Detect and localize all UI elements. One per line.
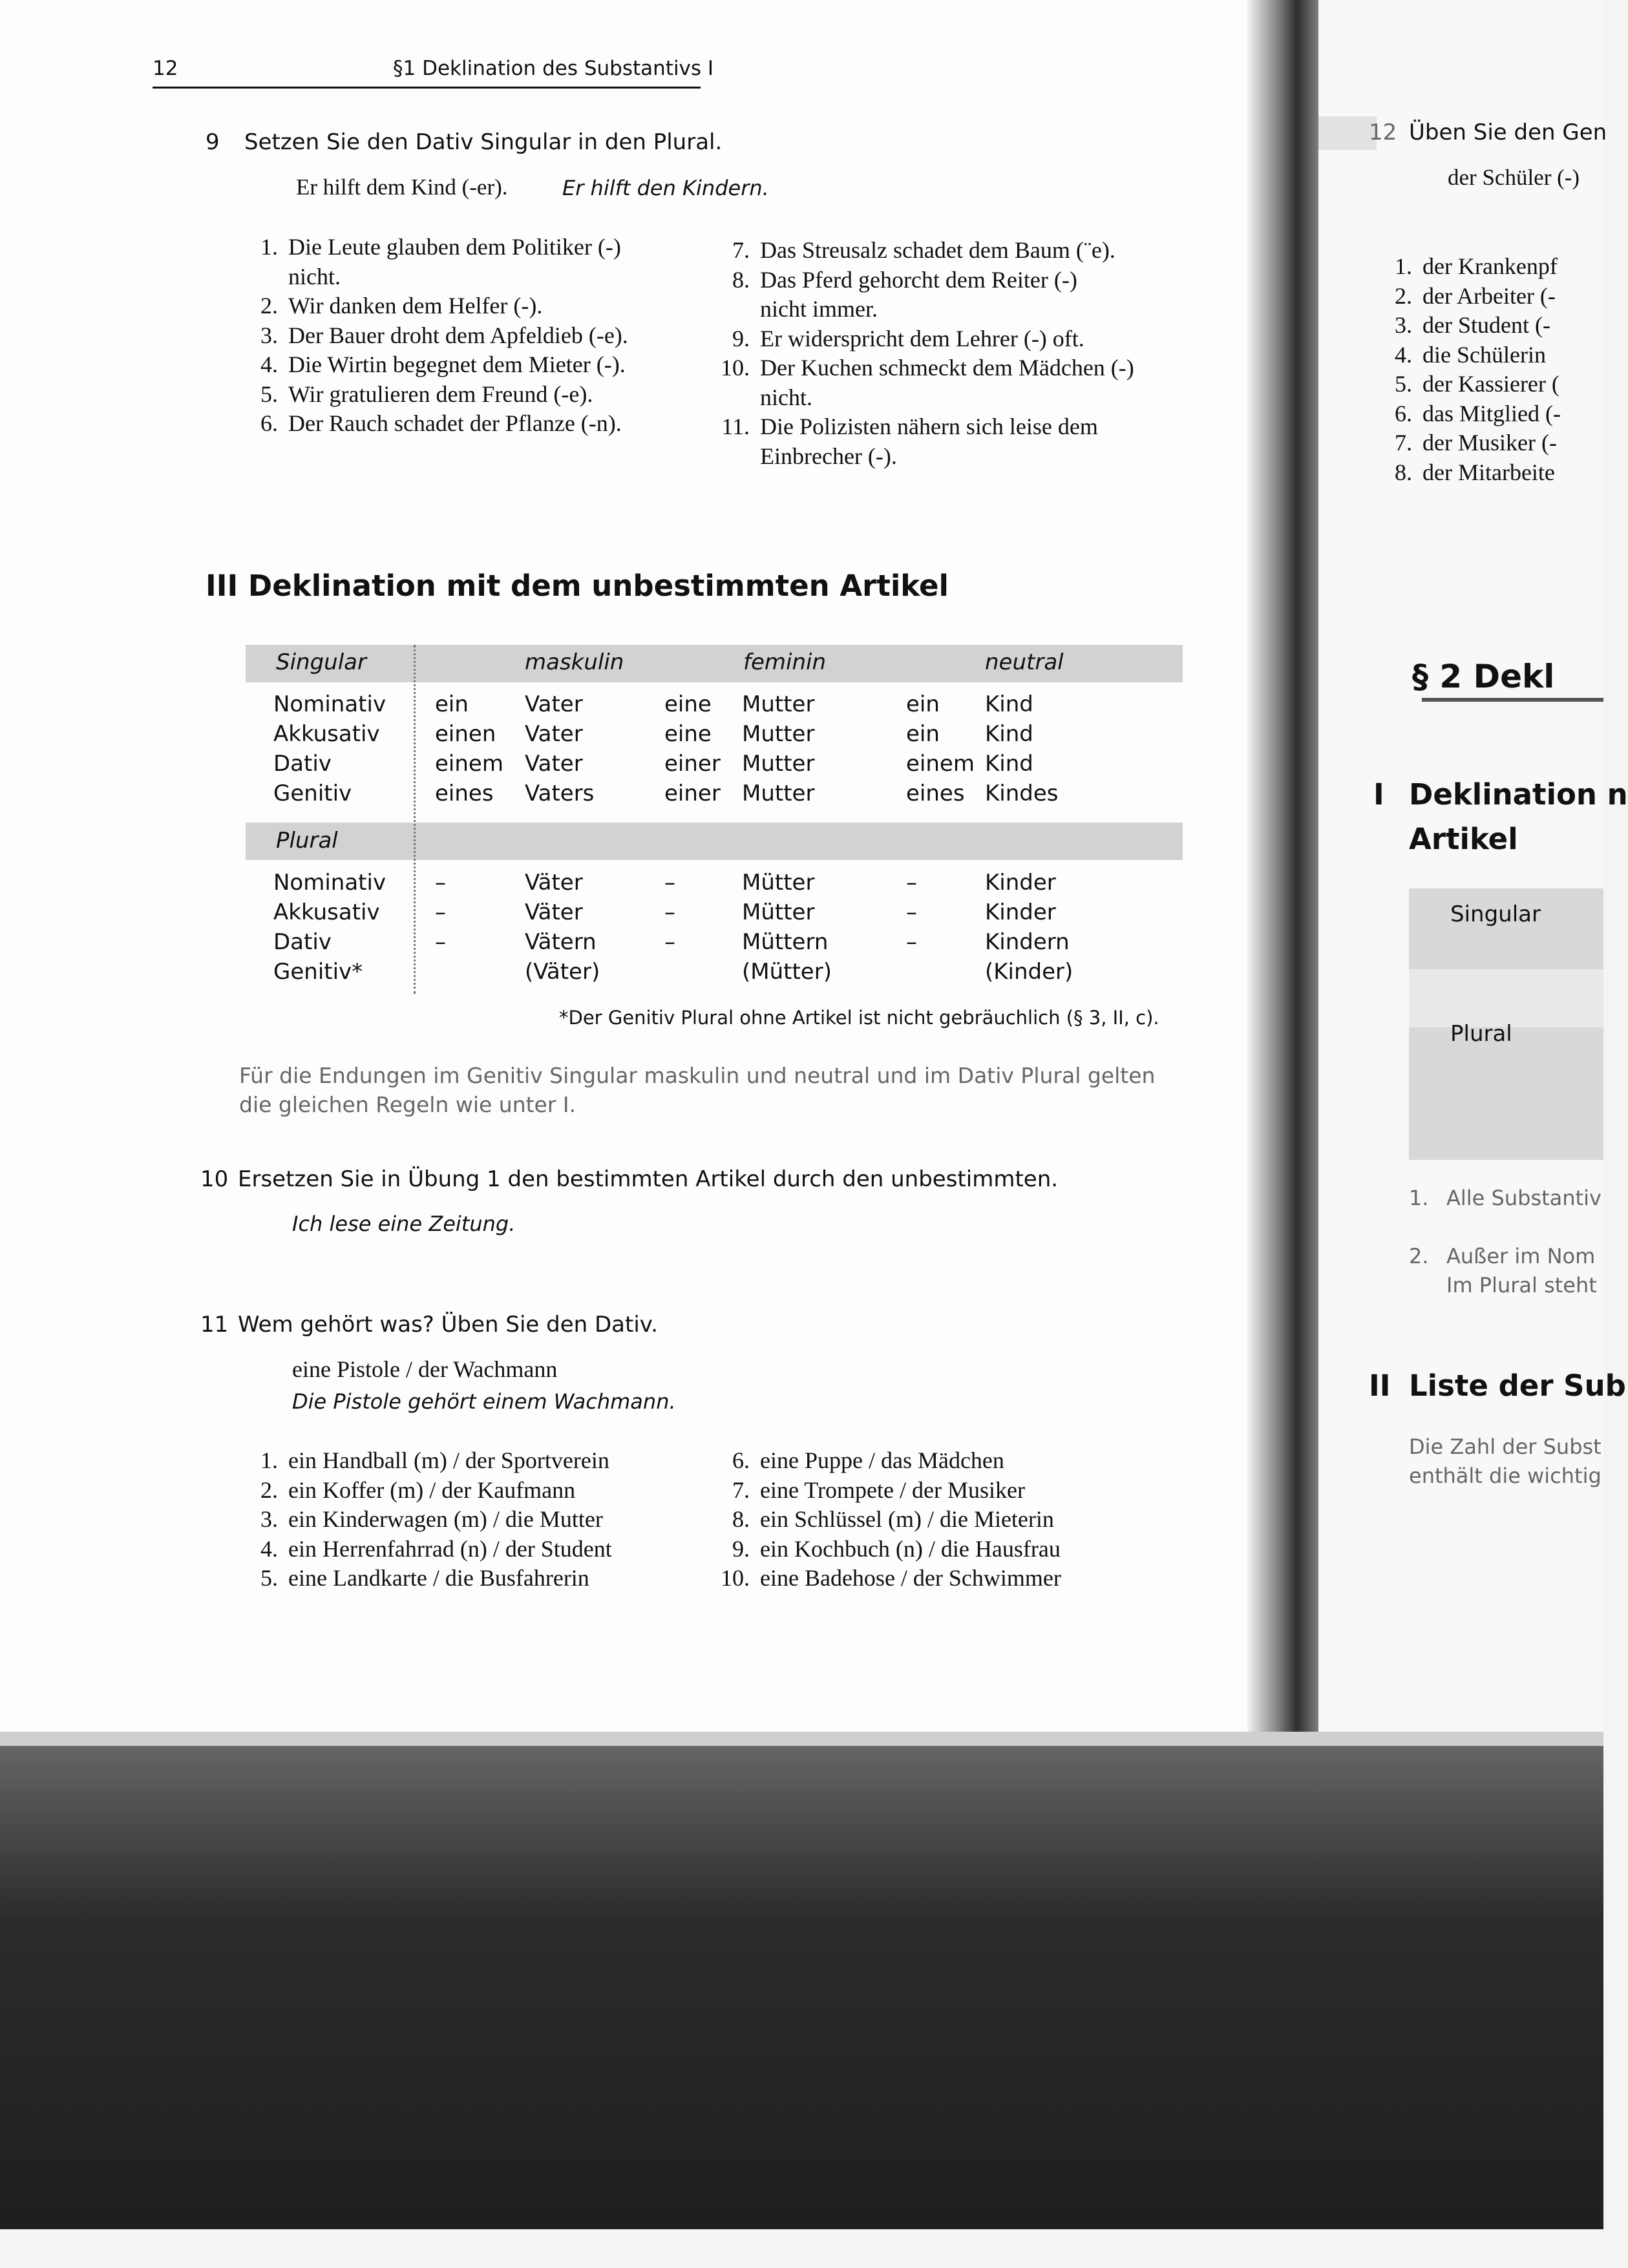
list-item-number: 5. — [1395, 371, 1412, 397]
list-item — [1373, 458, 1561, 488]
table-cell-case: Genitiv — [273, 781, 352, 806]
scan-margin — [0, 2229, 1603, 2268]
list-item-number: 9. — [732, 1535, 750, 1562]
list-item-number — [239, 262, 288, 292]
table-plural-label: Plural — [276, 828, 338, 854]
running-header: §1 Deklination des Substantivs I — [393, 57, 714, 80]
list-item-text: eine Puppe / das Mädchen — [760, 1447, 1004, 1473]
exercise-9-number: 9 — [206, 129, 220, 155]
table-head-neutral: neutral — [985, 649, 1064, 675]
page-number: 12 — [153, 57, 178, 80]
list-item-text: der Kassierer ( — [1422, 371, 1559, 397]
list-item-text: Die Wirtin begegnet dem Mieter (-). — [288, 352, 626, 377]
list-item-number — [711, 295, 760, 324]
list-item — [239, 350, 628, 380]
list-item-text: ein Herrenfahrrad (n) / der Student — [288, 1535, 612, 1562]
list-item-text: der Mitarbeite — [1422, 459, 1555, 485]
right-section-1-numeral: I — [1373, 777, 1384, 812]
right-section-1-line-2: Artikel — [1409, 822, 1518, 856]
table-cell-f-noun: Mutter — [742, 721, 815, 747]
list-item — [711, 1446, 1061, 1476]
ex12-number: 12 — [1369, 120, 1397, 145]
list-item — [239, 1476, 612, 1506]
exercise-10-instruction: Ersetzen Sie in Übung 1 den bestimmten Artikel durch den unbestimmten. — [238, 1166, 1059, 1192]
right-note-2-number: 2. — [1409, 1244, 1429, 1268]
right-section-2-line-2: enthält die wichtig — [1409, 1464, 1602, 1488]
list-item — [711, 1505, 1061, 1535]
list-item-text: ein Handball (m) / der Sportverein — [288, 1447, 609, 1473]
list-item-text: Der Kuchen schmeckt dem Mädchen (-) — [760, 355, 1134, 381]
list-item — [239, 380, 628, 410]
list-item-text: eine Landkarte / die Busfahrerin — [288, 1565, 589, 1591]
list-item-number: 5. — [260, 1565, 278, 1591]
table-cell-f-art: – — [664, 899, 675, 925]
list-item-number: 5. — [260, 381, 278, 407]
exercise-9-instruction: Setzen Sie den Dativ Singular in den Plural. — [244, 129, 723, 155]
exercise-9-list-right — [711, 236, 1134, 471]
list-item — [1373, 282, 1561, 311]
list-item-text: nicht. — [760, 384, 812, 410]
list-item-text: Der Rauch schadet der Pflanze (-n). — [288, 410, 622, 436]
table-cell-f-art: – — [664, 929, 675, 955]
list-item-number: 2. — [260, 293, 278, 319]
list-item-number: 9. — [732, 325, 750, 352]
table-cell-f-art: – — [664, 870, 675, 896]
list-item — [1373, 428, 1561, 458]
list-item-number: 3. — [1395, 312, 1412, 338]
chapter-rule — [1422, 698, 1603, 702]
list-item-number: 1. — [260, 1447, 278, 1473]
table-divider — [414, 645, 416, 994]
list-item — [711, 442, 1134, 472]
table-cell-f-art: einer — [664, 781, 721, 806]
scanner-background — [0, 1732, 1603, 2268]
table-cell-m-art: einem — [435, 751, 503, 777]
table-cell-f-noun: (Mütter) — [742, 959, 832, 985]
list-item-number: 4. — [260, 352, 278, 377]
list-item-number: 10. — [721, 1565, 750, 1591]
exercise-10-example: Ich lese eine Zeitung. — [292, 1212, 516, 1236]
list-item-text: ein Koffer (m) / der Kaufmann — [288, 1476, 576, 1503]
list-item-text: Er widerspricht dem Lehrer (-) oft. — [760, 325, 1084, 352]
table-plural-band — [246, 823, 1183, 860]
table-cell-f-noun: Mutter — [742, 781, 815, 806]
list-item — [711, 412, 1134, 442]
book-gutter — [1247, 0, 1318, 1732]
table-cell-n-noun: Kindes — [985, 781, 1059, 806]
right-table-singular: Singular — [1450, 901, 1541, 927]
table-cell-f-noun: Mütter — [742, 899, 815, 925]
right-page — [1293, 0, 1628, 1732]
list-item-number: 8. — [1395, 459, 1412, 485]
list-item-number: 4. — [1395, 341, 1412, 368]
table-head-maskulin: maskulin — [525, 649, 624, 675]
list-item-number: 10. — [721, 355, 750, 381]
list-item-number: 8. — [732, 1506, 750, 1532]
table-cell-n-noun: Kinder — [985, 899, 1056, 925]
table-cell-m-noun: Vater — [525, 751, 583, 777]
list-item-text: eine Badehose / der Schwimmer — [760, 1565, 1061, 1591]
table-cell-case: Nominativ — [273, 691, 386, 717]
list-item-number: 7. — [732, 237, 750, 263]
table-cell-case: Dativ — [273, 751, 332, 777]
list-item-number: 6. — [732, 1447, 750, 1473]
list-item-number: 2. — [1395, 282, 1412, 309]
table-cell-m-noun: Vater — [525, 721, 583, 747]
list-item-text: ein Schlüssel (m) / die Mieterin — [760, 1506, 1054, 1532]
list-item — [711, 1564, 1061, 1593]
list-item-number: 7. — [1395, 430, 1412, 456]
table-cell-f-art: eine — [664, 691, 712, 717]
list-item-text: Wir danken dem Helfer (-). — [288, 293, 543, 319]
table-cell-f-noun: Müttern — [742, 929, 829, 955]
list-item-text: der Musiker (- — [1422, 430, 1557, 456]
right-section-2-line-1: Die Zahl der Subst — [1409, 1434, 1602, 1459]
list-item-number: 4. — [260, 1535, 278, 1562]
table-cell-n-noun: Kind — [985, 721, 1033, 747]
list-item-number: 6. — [260, 410, 278, 436]
right-note-1-number: 1. — [1409, 1186, 1429, 1210]
table-cell-m-noun: Vater — [525, 691, 583, 717]
table-cell-m-noun: (Väter) — [525, 959, 600, 985]
table-cell-m-noun: Vaters — [525, 781, 595, 806]
header-rule — [153, 87, 701, 89]
right-section-2-numeral: II — [1369, 1369, 1391, 1403]
note-line-2: die gleichen Regeln wie unter I. — [239, 1092, 576, 1117]
list-item — [1373, 252, 1561, 282]
table-cell-n-art: einem — [906, 751, 975, 777]
table-cell-m-art: einen — [435, 721, 496, 747]
table-cell-n-noun: Kinder — [985, 870, 1056, 896]
list-item-text: Wir gratulieren dem Freund (-e). — [288, 381, 593, 407]
list-item — [1373, 399, 1561, 429]
list-item-text: der Arbeiter (- — [1422, 282, 1556, 309]
table-cell-m-noun: Väter — [525, 899, 583, 925]
table-cell-case: Akkusativ — [273, 899, 380, 925]
section-title-iii: III Deklination mit dem unbestimmten Artikel — [206, 569, 949, 603]
exercise-9-example-answer: Er hilft den Kindern. — [562, 176, 769, 200]
list-item — [711, 295, 1134, 324]
exercise-9-example-sentence: Er hilft dem Kind (-er). — [296, 174, 508, 200]
list-item-number: 8. — [732, 266, 750, 293]
list-item-number: 7. — [732, 1476, 750, 1503]
list-item — [711, 1535, 1061, 1564]
list-item — [711, 236, 1134, 266]
table-cell-m-noun: Vätern — [525, 929, 597, 955]
list-item — [239, 1564, 612, 1593]
list-item-text: ein Kinderwagen (m) / die Mutter — [288, 1506, 603, 1532]
table-head-feminin: feminin — [743, 649, 826, 675]
list-item — [239, 409, 628, 439]
exercise-11-example-answer: Die Pistole gehört einem Wachmann. — [292, 1389, 676, 1414]
list-item-text: die Schülerin — [1422, 341, 1546, 368]
table-cell-m-art: eines — [435, 781, 494, 806]
page-edge — [0, 1732, 1603, 1746]
right-note-1: Alle Substantiv — [1446, 1186, 1602, 1210]
table-cell-n-noun: (Kinder) — [985, 959, 1073, 985]
table-footnote: *Der Genitiv Plural ohne Artikel ist nicht gebräuchlich (§ 3, II, c). — [559, 1007, 1159, 1029]
table-cell-n-noun: Kind — [985, 691, 1033, 717]
list-item-text: Die Polizisten nähern sich leise dem — [760, 414, 1098, 439]
right-section-1-line-1: Deklination n — [1409, 777, 1628, 812]
exercise-9-list-left — [239, 233, 628, 439]
ex12-list — [1373, 252, 1561, 487]
exercise-10-number: 10 — [200, 1166, 229, 1192]
table-cell-m-art: ein — [435, 691, 469, 717]
list-item — [1373, 341, 1561, 370]
list-item — [711, 353, 1134, 383]
list-item — [239, 291, 628, 321]
table-cell-case: Dativ — [273, 929, 332, 955]
list-item-text: Die Leute glauben dem Politiker (-) — [288, 234, 621, 260]
list-item-number: 3. — [260, 322, 278, 348]
ex12-example: der Schüler (-) — [1448, 165, 1580, 190]
list-item-number: 1. — [1395, 253, 1412, 279]
list-item — [239, 233, 628, 262]
table-cell-n-noun: Kind — [985, 751, 1033, 777]
table-cell-n-noun: Kindern — [985, 929, 1070, 955]
list-item — [239, 262, 628, 292]
list-item-text: eine Trompete / der Musiker — [760, 1476, 1025, 1503]
list-item — [1373, 370, 1561, 399]
list-item-text: Das Pferd gehorcht dem Reiter (-) — [760, 266, 1077, 293]
right-note-2-line-1: Außer im Nom — [1446, 1244, 1596, 1268]
list-item-text: nicht. — [288, 263, 341, 289]
list-item-text: der Student (- — [1422, 312, 1550, 338]
list-item-text: Das Streusalz schadet dem Baum (¨e). — [760, 237, 1115, 263]
list-item — [239, 1535, 612, 1564]
list-item-number: 1. — [260, 234, 278, 260]
table-cell-m-art: – — [435, 929, 446, 955]
table-cell-n-art: – — [906, 899, 917, 925]
list-item — [711, 383, 1134, 413]
table-cell-n-art: – — [906, 929, 917, 955]
table-cell-f-noun: Mutter — [742, 691, 815, 717]
list-item — [711, 266, 1134, 295]
table-cell-case: Genitiv* — [273, 959, 363, 985]
list-item-text: nicht immer. — [760, 296, 878, 322]
list-item — [1373, 311, 1561, 341]
list-item-number: 3. — [260, 1506, 278, 1532]
table-cell-m-noun: Väter — [525, 870, 583, 896]
list-item — [711, 324, 1134, 354]
list-item — [239, 1446, 612, 1476]
exercise-11-list-right — [711, 1446, 1061, 1593]
table-cell-f-noun: Mütter — [742, 870, 815, 896]
list-item-number: 11. — [721, 414, 750, 439]
table-head-singular: Singular — [276, 649, 366, 675]
list-item-text: der Krankenpf — [1422, 253, 1558, 279]
list-item — [239, 321, 628, 351]
right-note-2-line-2: Im Plural steht — [1446, 1273, 1597, 1297]
table-cell-n-art: eines — [906, 781, 965, 806]
table-cell-m-art: – — [435, 899, 446, 925]
note-line-1: Für die Endungen im Genitiv Singular maskulin und neutral und im Dativ Plural gelten — [239, 1063, 1156, 1088]
list-item-number: 6. — [1395, 400, 1412, 426]
right-table-plural: Plural — [1450, 1021, 1512, 1047]
table-cell-f-noun: Mutter — [742, 751, 815, 777]
exercise-11-example-prompt: eine Pistole / der Wachmann — [292, 1356, 558, 1382]
list-item-text: das Mitglied (- — [1422, 400, 1561, 426]
right-section-2-title: Liste der Sub — [1409, 1369, 1626, 1403]
right-table-band-light — [1409, 969, 1603, 1027]
list-item — [239, 1505, 612, 1535]
table-cell-m-art: – — [435, 870, 446, 896]
table-cell-case: Akkusativ — [273, 721, 380, 747]
exercise-11-list-left — [239, 1446, 612, 1593]
list-item-number — [711, 442, 760, 472]
chapter-title: § 2 Dekl — [1412, 658, 1555, 695]
list-item-number: 2. — [260, 1476, 278, 1503]
table-cell-f-art: einer — [664, 751, 721, 777]
table-cell-f-art: eine — [664, 721, 712, 747]
table-cell-case: Nominativ — [273, 870, 386, 896]
list-item-text: ein Kochbuch (n) / die Hausfrau — [760, 1535, 1061, 1562]
exercise-11-instruction: Wem gehört was? Üben Sie den Dativ. — [238, 1312, 659, 1338]
list-item-text: Der Bauer droht dem Apfeldieb (-e). — [288, 322, 628, 348]
table-cell-n-art: ein — [906, 691, 940, 717]
ex12-instruction: Üben Sie den Gen — [1409, 120, 1607, 145]
list-item-number — [711, 383, 760, 413]
exercise-11-number: 11 — [200, 1312, 229, 1338]
list-item-text: Einbrecher (-). — [760, 443, 897, 469]
table-cell-n-art: – — [906, 870, 917, 896]
list-item — [711, 1476, 1061, 1506]
table-cell-n-art: ein — [906, 721, 940, 747]
